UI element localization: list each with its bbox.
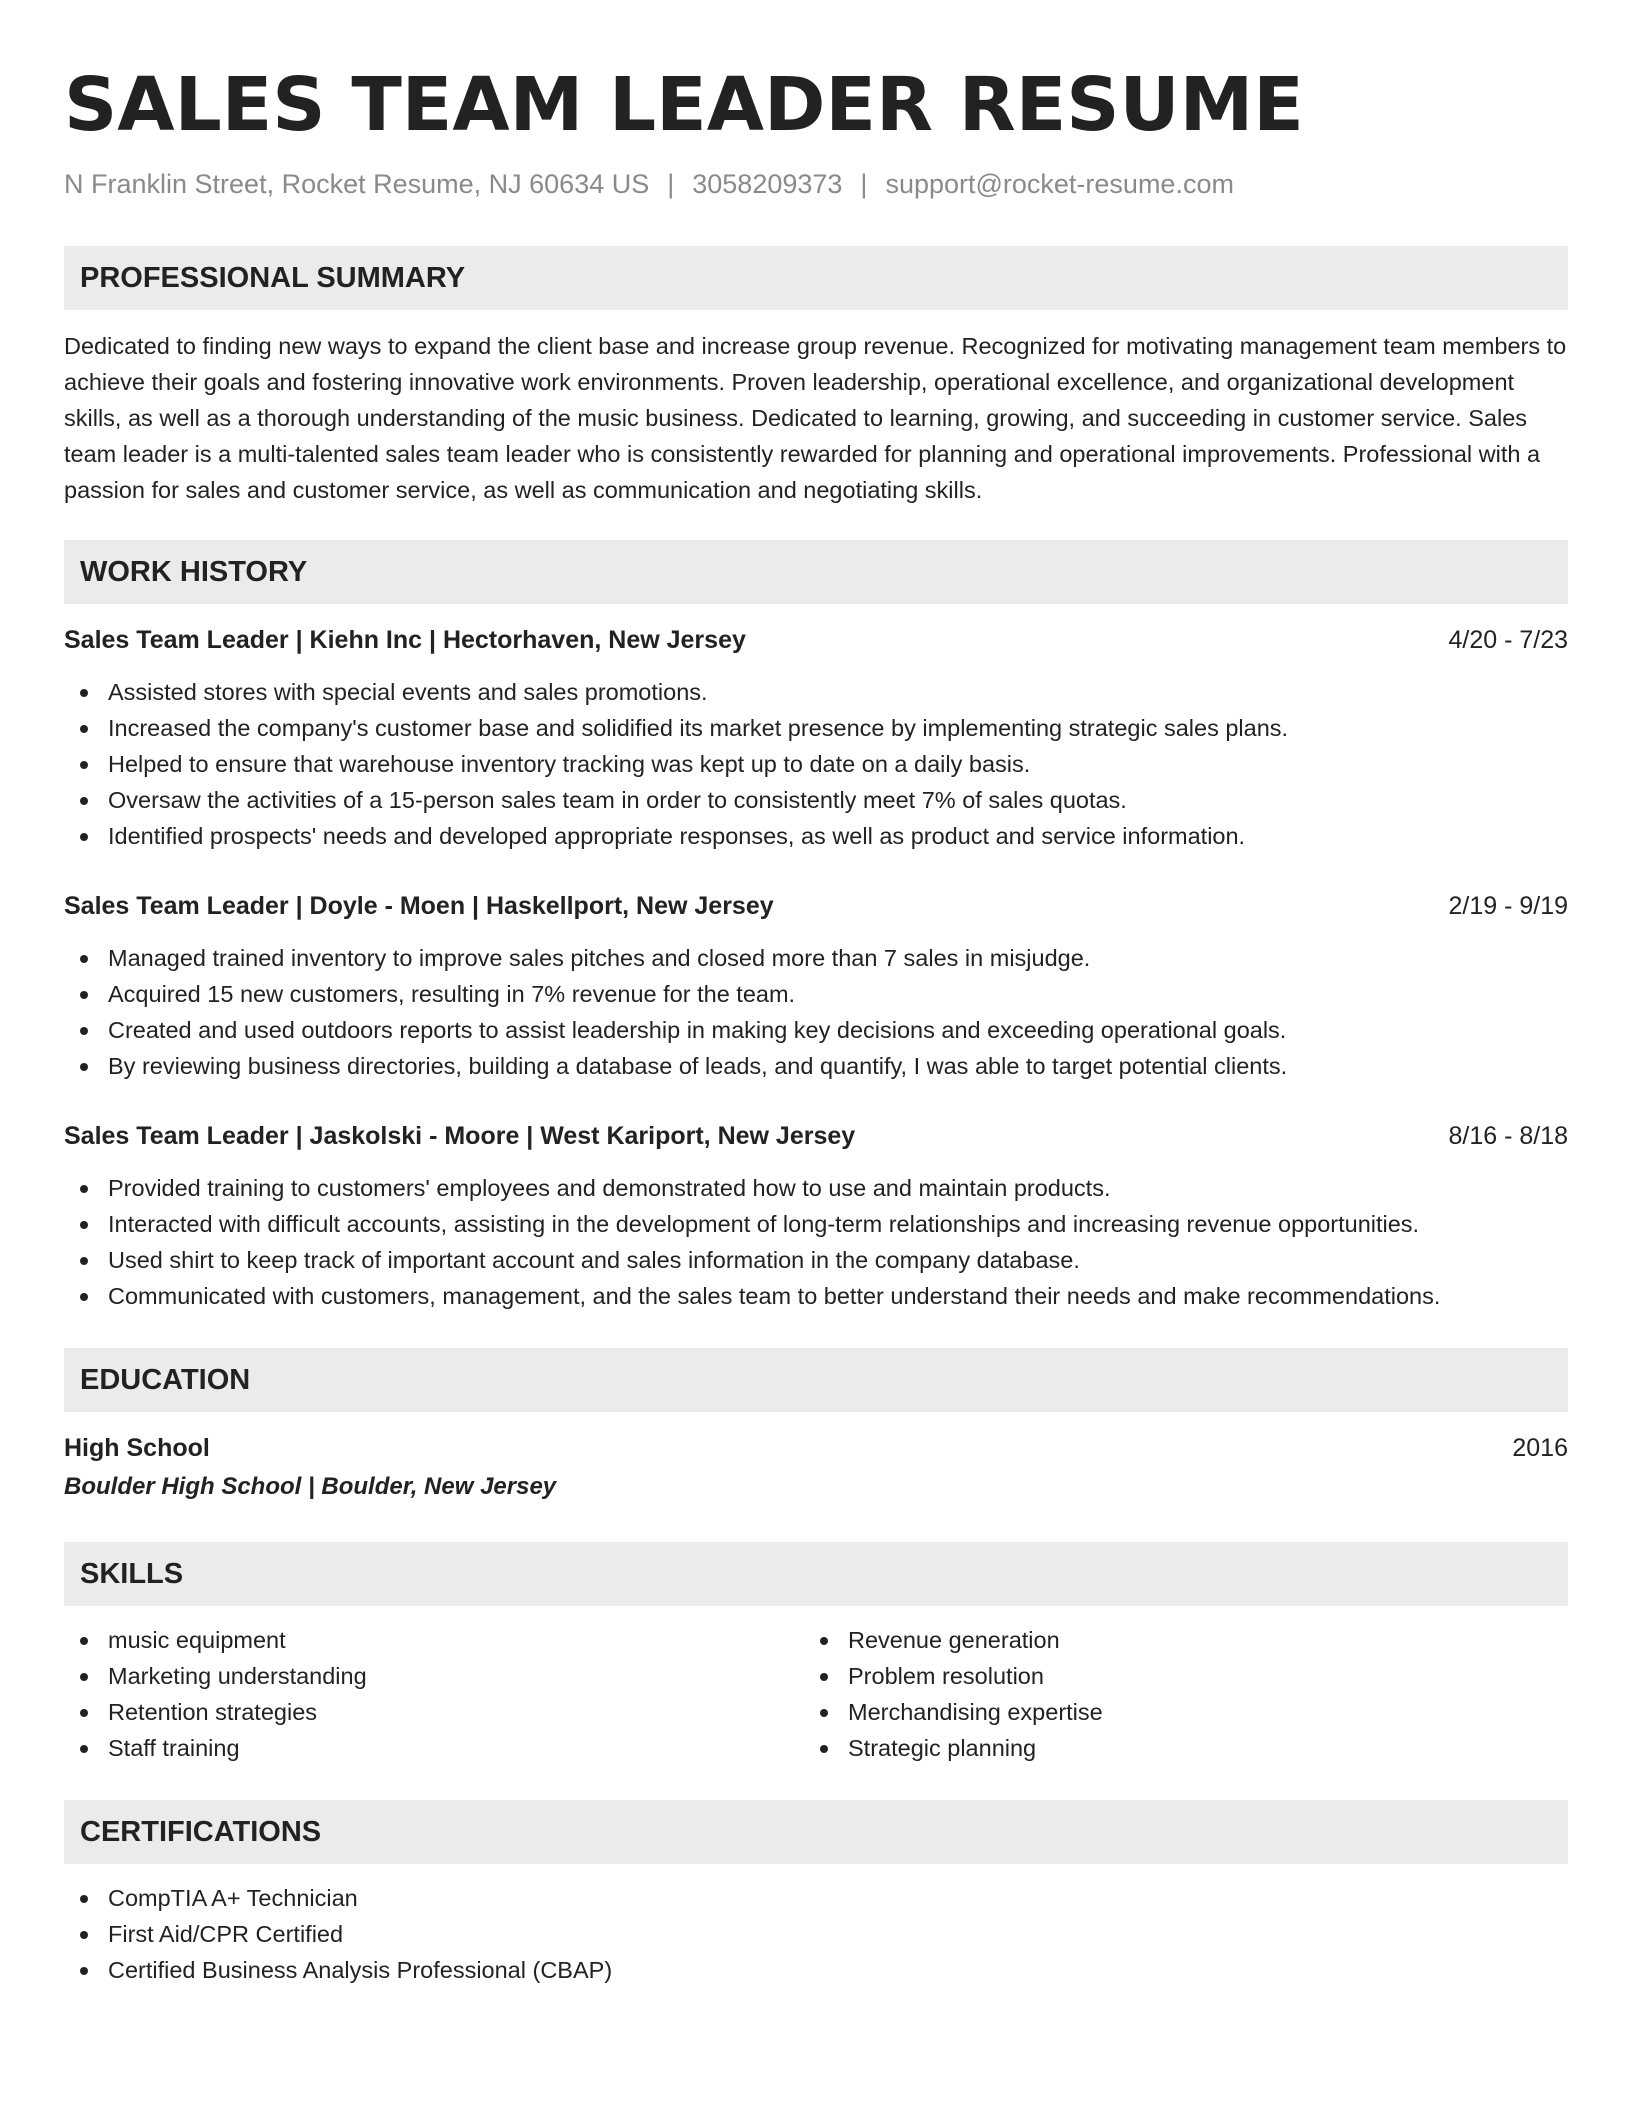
list-item: Created and used outdoors reports to assist leadership in making key decisions and exceeding operational goals.: [64, 1012, 1568, 1048]
skills-column-left: [64, 1622, 804, 1766]
certifications-list: [64, 1880, 1568, 1988]
list-item: By reviewing business directories, building a database of leads, and quantify, I was able to target potential clients.: [64, 1048, 1568, 1084]
list-item: Managed trained inventory to improve sales pitches and closed more than 7 sales in misjudge.: [64, 940, 1568, 976]
summary-section-header: PROFESSIONAL SUMMARY: [64, 246, 1568, 310]
job-bullets: [64, 1170, 1568, 1314]
contact-email: support@rocket-resume.com: [885, 169, 1234, 199]
list-item: Assisted stores with special events and sales promotions.: [64, 674, 1568, 710]
job-heading: Sales Team Leader | Kiehn Inc | Hectorhaven, New Jersey: [64, 626, 746, 654]
list-item: Revenue generation: [804, 1622, 1544, 1658]
list-item: Problem resolution: [804, 1658, 1544, 1694]
contact-separator: |: [667, 169, 675, 199]
job-heading: Sales Team Leader | Doyle - Moen | Haskellport, New Jersey: [64, 892, 774, 920]
job-dates: 8/16 - 8/18: [1448, 1122, 1568, 1150]
list-item: Increased the company's customer base and solidified its market presence by implementing strategic sales plans.: [64, 710, 1568, 746]
list-item: Helped to ensure that warehouse inventory tracking was kept up to date on a daily basis.: [64, 746, 1568, 782]
contact-phone: 3058209373: [692, 169, 843, 199]
resume-title: SALES TEAM LEADER RESUME: [64, 62, 1304, 148]
list-item: Staff training: [64, 1730, 804, 1766]
job-dates: 4/20 - 7/23: [1448, 626, 1568, 654]
education-year: 2016: [1512, 1434, 1568, 1462]
list-item: Retention strategies: [64, 1694, 804, 1730]
job-entry: [64, 888, 1568, 1084]
job-heading: Sales Team Leader | Jaskolski - Moore | West Kariport, New Jersey: [64, 1122, 856, 1150]
list-item: Communicated with customers, management, and the sales team to better understand their needs and make recommendations.: [64, 1278, 1568, 1314]
list-item: Merchandising expertise: [804, 1694, 1544, 1730]
job-entry: [64, 622, 1568, 854]
skills-column-right: [804, 1622, 1544, 1766]
list-item: music equipment: [64, 1622, 804, 1658]
list-item: CompTIA A+ Technician: [64, 1880, 1568, 1916]
list-item: Acquired 15 new customers, resulting in 7% revenue for the team.: [64, 976, 1568, 1012]
education-school: Boulder High School | Boulder, New Jersey: [64, 1473, 557, 1500]
education-degree: High School: [64, 1434, 210, 1462]
job-entry: [64, 1118, 1568, 1314]
list-item: Identified prospects' needs and developed appropriate responses, as well as product and service information.: [64, 818, 1568, 854]
certifications-section-header: CERTIFICATIONS: [64, 1800, 1568, 1864]
education-entry: [64, 1430, 1568, 1506]
list-item: Oversaw the activities of a 15-person sales team in order to consistently meet 7% of sales quotas.: [64, 782, 1568, 818]
list-item: Certified Business Analysis Professional (CBAP): [64, 1952, 1568, 1988]
skills-grid: [64, 1622, 1568, 1766]
skills-section-header: SKILLS: [64, 1542, 1568, 1606]
list-item: Provided training to customers' employees and demonstrated how to use and maintain products.: [64, 1170, 1568, 1206]
list-item: Marketing understanding: [64, 1658, 804, 1694]
work-history-section-header: WORK HISTORY: [64, 540, 1568, 604]
summary-text: Dedicated to finding new ways to expand the client base and increase group revenue. Recognized for motivating management team members to achieve their goals and fostering innovative work environments. Proven leadership, operational excellence, and organizational development skills, as well as a thorough understanding of the music business. Dedicated to learning, growing, and succeeding in customer service. Sales team leader is a multi-talented sales team leader who is consistently rewarded for planning and operational improvements. Professional with a passion for sales and customer service, as well as communication and negotiating skills.: [64, 333, 1567, 503]
list-item: First Aid/CPR Certified: [64, 1916, 1568, 1952]
contact-address: N Franklin Street, Rocket Resume, NJ 60634 US: [64, 169, 650, 199]
education-section-header: EDUCATION: [64, 1348, 1568, 1412]
list-item: Strategic planning: [804, 1730, 1544, 1766]
list-item: Used shirt to keep track of important account and sales information in the company database.: [64, 1242, 1568, 1278]
contact-line: [64, 166, 1568, 202]
job-bullets: [64, 940, 1568, 1084]
list-item: Interacted with difficult accounts, assisting in the development of long-term relationships and increasing revenue opportunities.: [64, 1206, 1568, 1242]
contact-separator: |: [860, 169, 868, 199]
job-dates: 2/19 - 9/19: [1448, 892, 1568, 920]
job-bullets: [64, 674, 1568, 854]
